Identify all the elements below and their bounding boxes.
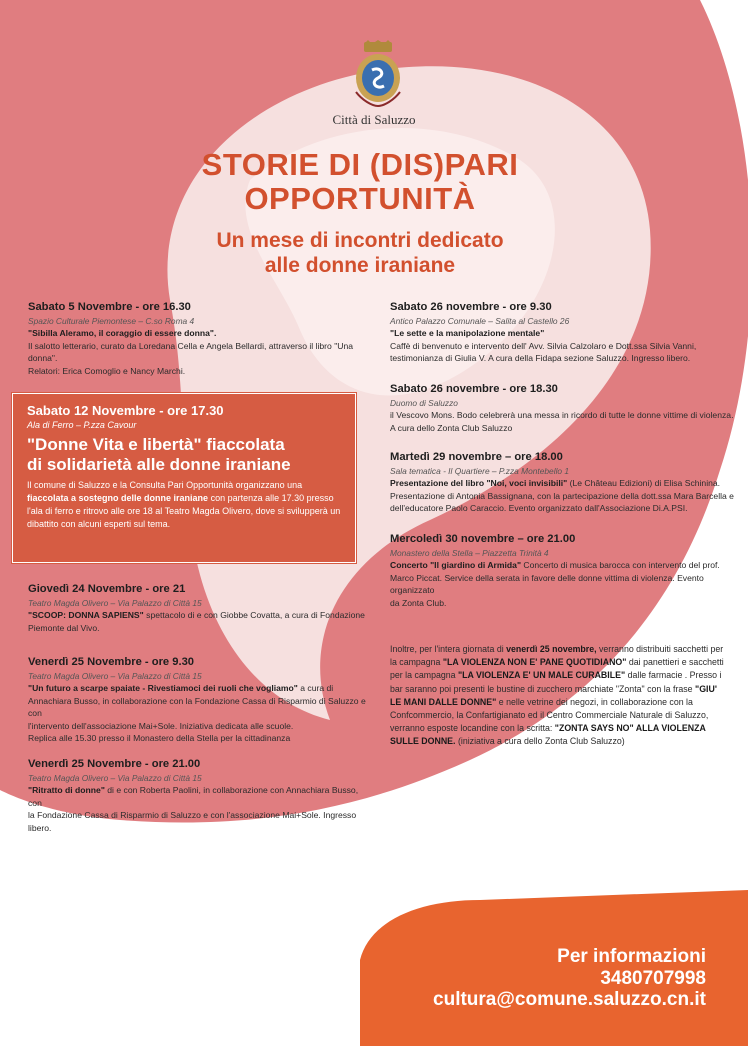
subtitle-line-1: Un mese di incontri dedicato [216,229,504,252]
event-left-1 [28,582,368,634]
city-name: Città di Saluzzo [332,112,416,127]
event-line: Piemonte dal Vivo. [28,622,100,633]
event-title: "Ritratto di donne" [28,785,105,796]
event-line: dell'educatore Paolo Caraccio. Evento organizzato dall'Associazione Di.A.PSI. [390,503,688,514]
event-line: Concerto di musica barocca con intervento del prof. [523,560,720,571]
note-bold: "ZONTA SAYS NO" ALLA VIOLENZA SULLE DONNE. [390,723,706,747]
event-place: Duomo di Saluzzo [390,398,458,408]
event-heading: Giovedì 24 Novembre - ore 21 [28,583,186,595]
event-line: Presentazione di Antonia Bassignana, con la partecipazione della dott.ssa Mara Barcella e [390,490,734,501]
title-line-1: STORIE DI (DIS)PARI [201,147,519,182]
event-heading: Venerdì 25 Novembre - ore 9.30 [28,656,195,668]
highlight-text-a: Il comune di Saluzzo e la Consulta Pari Opportunità organizzano una [27,480,303,490]
note-bold: "GIU' LE MANI DALLE DONNE" [390,683,717,707]
event-right-3 [390,532,735,609]
highlight-text [27,479,341,531]
highlight-text-bold: fiaccolata a sostegno delle donne iraniane [27,493,209,503]
note-text: dai panettieri e sacchetti per la campagna [390,657,724,681]
note-text: Inoltre, per l'intera giornata di [390,644,507,654]
event-title: Presentazione del libro "Noi, voci invisibili" [390,478,568,489]
event-line: di e con Roberta Paolini, in collaborazione con Annachiara Busso, con [28,785,359,808]
note-bold: "LA VIOLENZA E' UN MALE CURABILE" [457,670,626,681]
highlight-heading: Sabato 12 Novembre - ore 17.30 [27,403,224,418]
page-title [150,148,570,216]
event-heading: Mercoledì 30 novembre – ore 21.00 [390,533,576,545]
event-line: (Le Château Edizioni) di Elisa Schinina. [569,478,721,489]
event-place: Monastero della Stella – Piazzetta Trinità 4 [390,548,549,558]
event-line: Replica alle 15.30 presso il Monastero della Stella per la cittadinanza [28,733,291,744]
info-label: Per informazioni [557,946,706,967]
event-line: spettacolo di e con Giobbe Covatta, a cura di Fondazione [146,610,365,621]
event-left-3 [28,757,368,834]
highlight-title [27,435,341,475]
event-right-1 [390,382,735,434]
event-left-0 [28,300,368,377]
event-heading: Sabato 26 novembre - ore 9.30 [390,301,552,313]
note-bold: "LA VIOLENZA NON E' PANE QUOTIDIANO" [442,657,627,668]
highlight-title-line-1: "Donne Vita e libertà" fiaccolata [27,435,285,454]
campaign-note [390,643,730,749]
highlight-place: Ala di Ferro – P.zza Cavour [27,420,137,430]
event-left-2 [28,655,368,744]
event-place: Teatro Magda Olivero – Via Palazzo di Città 15 [28,773,202,783]
highlight-title-line-2: di solidarietà alle donne iraniane [27,455,291,474]
page-subtitle [150,228,570,278]
event-heading: Martedì 29 novembre – ore 18.00 [390,451,563,463]
event-line: Caffè di benvenuto e intervento dell' Avv. Silvia Calzolaro e Dott.ssa Silvia Vanni, [390,340,697,351]
event-line: testimonianza di Giulia V. A cura della Fidapa sezione Saluzzo. Ingresso libero. [390,353,691,364]
note-text: (iniziativa a cura dello Zonta Club Saluzzo) [455,736,625,747]
note-bold: venerdì 25 novembre, [506,644,597,654]
note-text: e nelle vetrine dei negozi, in collaborazione con la Confcommercio, la Confartigianato ed il Centro Commerciale Naturale di Saluzzo, verranno esposte locandine con la scritta: [390,696,709,734]
event-line: a cura di Annachiara Busso, in collaborazione con la Fondazione Cassa di Risparmio di Saluzzo e con [28,683,366,719]
info-email[interactable]: cultura@comune.saluzzo.cn.it [433,989,706,1010]
subtitle-line-2: alle donne iraniane [264,254,456,277]
event-right-0 [390,300,735,365]
event-title: "Un futuro a scarpe spaiate - Rivestiamoci dei ruoli che vogliamo" [28,683,298,694]
event-heading: Venerdì 25 Novembre - ore 21.00 [28,758,201,770]
event-right-2 [390,450,735,515]
info-block [433,946,706,1011]
event-title: "Le sette e la manipolazione mentale" [390,328,545,339]
event-title: Concerto "Il giardino di Armida" [390,560,522,571]
note-text: verranno distribuiti sacchetti per la campagna [390,644,724,668]
event-line: A cura dello Zonta Club Saluzzo [390,422,513,433]
highlight-event [12,393,356,563]
event-line: il Vescovo Mons. Bodo celebrerà una messa in ricordo di tutte le donne vittime di violenza. [390,410,734,421]
event-line: Relatori: Erica Comoglio e Nancy Marchi. [28,365,186,376]
event-title: "Sibilla Aleramo, il coraggio di essere donna". [28,328,217,339]
event-line: da Zonta Club. [390,597,447,608]
event-heading: Sabato 26 novembre - ore 18.30 [390,383,558,395]
info-phone[interactable]: 3480707998 [600,967,706,989]
event-line: Il salotto letterario, curato da Loredana Cella e Angela Bellardi, attraverso il libro "Una donna". [28,340,354,364]
event-line: la Fondazione Cassa di Risparmio di Saluzzo e con l'associazione Mai+Sole. Ingresso libero. [28,810,357,833]
event-place: Sala tematica - Il Quartiere – P.zza Montebello 1 [390,466,570,476]
event-line: l'intervento dell'associazione Mai+Sole. Iniziativa dedicata alle scuole. [28,720,294,731]
highlight-text-c: con partenza alle 17.30 presso l'ala di ferro e ritrovo alle ore 18 al Teatro Magda Olivero, dove si svilupperà un dibattito con alcuni esperti sul tema. [27,493,341,529]
event-place: Spazio Culturale Piemontese – C.so Roma 4 [28,316,195,326]
event-title: "SCOOP: DONNA SAPIENS" [28,610,144,621]
event-line: Marco Piccat. Service della serata in favore delle donne vittima di violenza. Evento organizzato [390,572,704,596]
city-coat-of-arms-icon [350,40,406,108]
note-text: dalle farmacie . Presso i bar saranno poi presenti le bustine di zucchero marchiate "Zonta" con la frase [390,670,722,694]
event-place: Teatro Magda Olivero – Via Palazzo di Città 15 [28,671,202,681]
event-heading: Sabato 5 Novembre - ore 16.30 [28,301,191,313]
title-line-2: OPPORTUNITÀ [244,181,476,216]
event-place: Teatro Magda Olivero – Via Palazzo di Città 15 [28,598,202,608]
event-place: Antico Palazzo Comunale – Salita al Castello 26 [390,316,570,326]
